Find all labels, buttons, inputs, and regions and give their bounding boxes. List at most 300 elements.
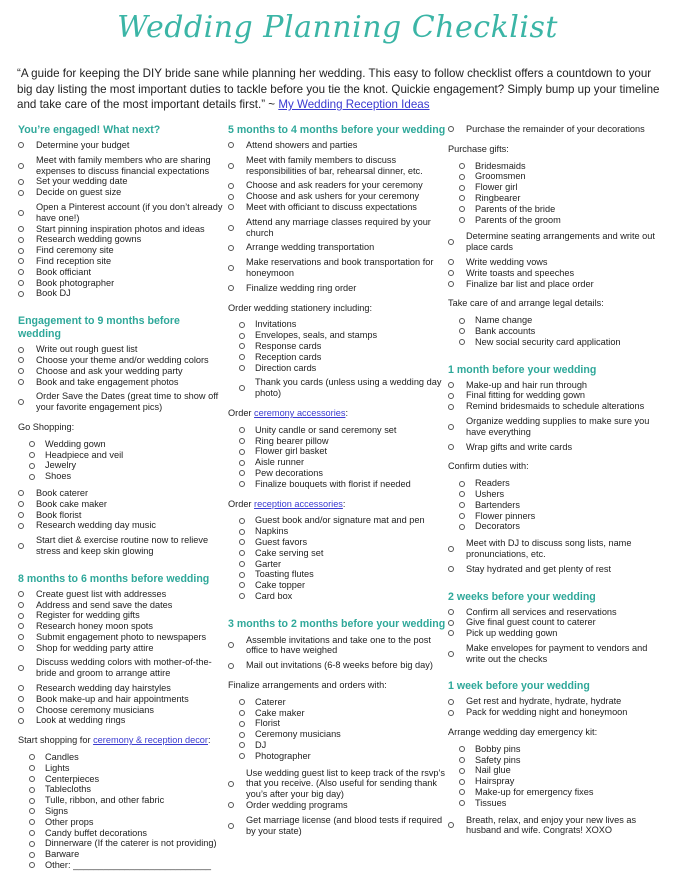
radio-button[interactable]	[18, 685, 24, 691]
checklist-item[interactable]	[18, 391, 223, 413]
checklist-item[interactable]	[18, 499, 223, 510]
checklist-item[interactable]	[18, 377, 223, 388]
checklist-item[interactable]	[448, 765, 668, 776]
radio-button[interactable]	[448, 566, 454, 572]
radio-button[interactable]	[18, 707, 24, 713]
radio-button[interactable]	[239, 582, 245, 588]
radio-button[interactable]	[228, 802, 234, 808]
checklist-item[interactable]	[18, 643, 223, 654]
checklist-item[interactable]	[448, 500, 668, 511]
checklist-item[interactable]	[228, 140, 450, 151]
checklist-item[interactable]	[18, 828, 223, 839]
radio-button[interactable]	[228, 163, 234, 169]
checklist-item[interactable]	[448, 744, 668, 755]
item-label: Choose your theme and/or wedding colors	[36, 354, 209, 365]
radio-button[interactable]	[239, 365, 245, 371]
radio-button[interactable]	[228, 183, 234, 189]
item-label: Dinnerware (If the caterer is not providing)	[45, 838, 217, 849]
checklist-item[interactable]	[448, 511, 668, 522]
radio-button[interactable]	[459, 746, 465, 752]
item-label: Choose ceremony musicians	[36, 704, 154, 715]
radio-button[interactable]	[29, 852, 35, 858]
checklist-item[interactable]	[448, 707, 668, 718]
checklist-item[interactable]	[18, 278, 223, 289]
checklist-item[interactable]	[18, 860, 223, 871]
radio-button[interactable]	[18, 665, 24, 671]
radio-button[interactable]	[448, 126, 454, 132]
radio-button[interactable]	[239, 481, 245, 487]
checklist-item[interactable]	[448, 617, 668, 628]
radio-button[interactable]	[239, 449, 245, 455]
checklist-item[interactable]	[228, 425, 450, 436]
radio-button[interactable]	[18, 142, 24, 148]
item-label: Barware	[45, 849, 80, 860]
checklist-item[interactable]	[448, 401, 668, 412]
radio-button[interactable]	[459, 318, 465, 324]
section-heading: 2 weeks before your wedding	[448, 590, 596, 603]
radio-button[interactable]	[239, 322, 245, 328]
radio-button[interactable]	[239, 593, 245, 599]
radio-button[interactable]	[18, 512, 24, 518]
checklist-item[interactable]	[448, 390, 668, 401]
item-label: Tissues	[475, 797, 507, 808]
item-label: Flower girl	[475, 182, 518, 193]
radio-button[interactable]	[448, 404, 454, 410]
checklist-item[interactable]	[448, 628, 668, 639]
radio-button[interactable]	[459, 491, 465, 497]
radio-button[interactable]	[29, 474, 35, 480]
subheading: Confirm duties with:	[448, 461, 529, 472]
checklist-item[interactable]	[448, 815, 668, 837]
radio-button[interactable]	[18, 368, 24, 374]
radio-button[interactable]	[228, 265, 234, 271]
checklist-item[interactable]	[18, 234, 223, 245]
radio-button[interactable]	[239, 470, 245, 476]
subheading: Take care of and arrange legal details:	[448, 298, 604, 309]
checklist-item[interactable]	[18, 471, 223, 482]
checklist-item[interactable]	[228, 377, 450, 399]
radio-button[interactable]	[18, 623, 24, 629]
radio-button[interactable]	[239, 699, 245, 705]
radio-button[interactable]	[239, 438, 245, 444]
checklist-item[interactable]	[228, 751, 450, 762]
checklist-item[interactable]	[18, 621, 223, 632]
radio-button[interactable]	[459, 789, 465, 795]
checklist-item[interactable]	[18, 774, 223, 785]
checklist-item[interactable]	[228, 718, 450, 729]
radio-button[interactable]	[239, 710, 245, 716]
checklist-item[interactable]	[18, 355, 223, 366]
section-heading: Engagement to 9 months before wedding	[18, 315, 180, 341]
checklist-item[interactable]	[228, 537, 450, 548]
checklist-item[interactable]	[228, 191, 450, 202]
radio-button[interactable]	[228, 194, 234, 200]
checklist-item[interactable]	[18, 657, 223, 679]
radio-button[interactable]	[459, 185, 465, 191]
checklist-item[interactable]	[228, 740, 450, 751]
radio-button[interactable]	[459, 757, 465, 763]
radio-button[interactable]	[239, 529, 245, 535]
radio-button[interactable]	[448, 651, 454, 657]
radio-button[interactable]	[459, 800, 465, 806]
radio-button[interactable]	[228, 245, 234, 251]
checklist-item[interactable]	[228, 341, 450, 352]
radio-button[interactable]	[448, 822, 454, 828]
radio-button[interactable]	[448, 546, 454, 552]
checklist-item[interactable]	[448, 798, 668, 809]
checklist-item[interactable]	[228, 257, 450, 279]
checklist-item[interactable]	[18, 224, 223, 235]
checklist-item[interactable]	[18, 460, 223, 471]
item-label: Candy buffet decorations	[45, 827, 147, 838]
radio-button[interactable]	[29, 765, 35, 771]
checklist-item[interactable]	[448, 204, 668, 215]
radio-button[interactable]	[239, 385, 245, 391]
radio-button[interactable]	[459, 339, 465, 345]
checklist-item[interactable]	[228, 352, 450, 363]
radio-button[interactable]	[459, 163, 465, 169]
checklist-item[interactable]	[448, 380, 668, 391]
radio-button[interactable]	[239, 550, 245, 556]
checklist-item[interactable]	[228, 815, 450, 837]
radio-button[interactable]	[228, 642, 234, 648]
checklist-item[interactable]	[448, 787, 668, 798]
checklist-item[interactable]	[448, 193, 668, 204]
checklist-item[interactable]	[448, 489, 668, 500]
item-label: New social security card application	[475, 336, 621, 347]
radio-button[interactable]	[239, 572, 245, 578]
radio-button[interactable]	[29, 452, 35, 458]
checklist-item[interactable]	[228, 479, 450, 490]
item-label: Parents of the bride	[475, 203, 556, 214]
radio-button[interactable]	[459, 195, 465, 201]
radio-button[interactable]	[448, 620, 454, 626]
checklist-item[interactable]	[228, 580, 450, 591]
checklist-item[interactable]	[228, 635, 450, 657]
radio-button[interactable]	[459, 768, 465, 774]
item-label: Cake topper	[255, 580, 306, 591]
checklist-item[interactable]	[18, 589, 223, 600]
checklist-item[interactable]	[228, 283, 450, 294]
item-label: Mail out invitations (6-8 weeks before big day)	[246, 660, 433, 671]
checklist-item[interactable]	[228, 155, 450, 177]
checklist-item[interactable]	[448, 315, 668, 326]
radio-button[interactable]	[459, 217, 465, 223]
checklist-item[interactable]	[228, 569, 450, 580]
checklist-item[interactable]	[18, 610, 223, 621]
radio-button[interactable]	[18, 190, 24, 196]
radio-button[interactable]	[18, 591, 24, 597]
item-label: Submit engagement photo to newspapers	[36, 631, 207, 642]
checklist-item[interactable]	[18, 838, 223, 849]
checklist-item[interactable]	[18, 202, 223, 224]
checklist-item[interactable]	[448, 564, 668, 575]
item-label: Meet with DJ to discuss song lists, name pronunciations, etc.	[466, 538, 632, 559]
checklist-item[interactable]	[228, 697, 450, 708]
radio-button[interactable]	[228, 225, 234, 231]
item-label: Guest book and/or signature mat and pen	[255, 515, 425, 526]
item-label: Caterer	[255, 696, 286, 707]
radio-button[interactable]	[228, 781, 234, 787]
radio-button[interactable]	[459, 206, 465, 212]
checklist-item[interactable]	[18, 488, 223, 499]
checklist-item[interactable]	[228, 319, 450, 330]
item-label: Safety pins	[475, 754, 521, 765]
checklist-item[interactable]	[448, 776, 668, 787]
radio-button[interactable]	[239, 343, 245, 349]
radio-button[interactable]	[18, 248, 24, 254]
radio-button[interactable]	[239, 539, 245, 545]
checklist-item[interactable]	[18, 715, 223, 726]
section-heading: 1 month before your wedding	[448, 363, 597, 376]
checklist-item[interactable]	[18, 752, 223, 763]
radio-button[interactable]	[18, 226, 24, 232]
decor-link[interactable]: ceremony & reception decor	[93, 735, 208, 746]
radio-button[interactable]	[29, 819, 35, 825]
checklist-item[interactable]	[18, 817, 223, 828]
checklist-item[interactable]	[228, 660, 450, 671]
radio-button[interactable]	[239, 518, 245, 524]
checklist-item[interactable]	[18, 450, 223, 461]
radio-button[interactable]	[239, 333, 245, 339]
checklist-item[interactable]	[228, 242, 450, 253]
checklist-item[interactable]	[228, 468, 450, 479]
checklist-item[interactable]	[448, 124, 668, 135]
radio-button[interactable]	[239, 460, 245, 466]
checklist-item[interactable]	[448, 161, 668, 172]
radio-button[interactable]	[228, 823, 234, 829]
radio-button[interactable]	[18, 210, 24, 216]
item-label: Signs	[45, 806, 68, 817]
checklist-item[interactable]	[448, 521, 668, 532]
checklist-item[interactable]	[448, 755, 668, 766]
radio-button[interactable]	[448, 259, 454, 265]
radio-button[interactable]	[239, 561, 245, 567]
checklist-item[interactable]	[18, 288, 223, 299]
checklist-item[interactable]	[448, 268, 668, 279]
item-label: Confirm all services and reservations	[466, 606, 617, 617]
checklist-item[interactable]	[448, 607, 668, 618]
radio-button[interactable]	[448, 630, 454, 636]
checklist-item[interactable]	[18, 705, 223, 716]
checklist-item[interactable]	[448, 182, 668, 193]
radio-button[interactable]	[18, 523, 24, 529]
checklist-item[interactable]	[448, 696, 668, 707]
radio-button[interactable]	[18, 347, 24, 353]
checklist-item[interactable]	[228, 591, 450, 602]
checklist-item[interactable]	[18, 245, 223, 256]
radio-button[interactable]	[448, 424, 454, 430]
radio-button[interactable]	[29, 862, 35, 868]
radio-button[interactable]	[18, 602, 24, 608]
radio-button[interactable]	[228, 204, 234, 210]
checklist-item[interactable]	[18, 849, 223, 860]
radio-button[interactable]	[18, 490, 24, 496]
checklist-item[interactable]	[18, 683, 223, 694]
reception-accessories-link[interactable]: reception accessories	[254, 498, 343, 509]
radio-button[interactable]	[18, 357, 24, 363]
radio-button[interactable]	[448, 444, 454, 450]
radio-button[interactable]	[29, 776, 35, 782]
radio-button[interactable]	[29, 754, 35, 760]
radio-button[interactable]	[239, 753, 245, 759]
item-label: Assemble invitations and take one to the post office to have weighed	[246, 634, 431, 656]
radio-button[interactable]	[18, 399, 24, 405]
intro-link[interactable]: My Wedding Reception Ideas	[278, 98, 430, 111]
checklist-item[interactable]	[448, 538, 668, 560]
item-label: Ringbearer	[475, 192, 521, 203]
item-label: Bridesmaids	[475, 160, 526, 171]
item-label: Choose and ask your wedding party	[36, 365, 183, 376]
radio-button[interactable]	[18, 163, 24, 169]
item-label: Hairspray	[475, 776, 515, 787]
checklist-item[interactable]	[228, 548, 450, 559]
radio-button[interactable]	[239, 732, 245, 738]
checklist-item[interactable]	[228, 729, 450, 740]
intro-text: “A guide for keeping the DIY bride sane while planning her wedding. This easy to follow checklist offers a countdown to your big day listing the most important duties to tackle before you tie the knot. Quickie engagement? Simply bump up your timeline and take care of the most important details first.” ~	[17, 67, 660, 111]
radio-button[interactable]	[448, 710, 454, 716]
radio-button[interactable]	[228, 663, 234, 669]
radio-button[interactable]	[29, 787, 35, 793]
radio-button[interactable]	[18, 237, 24, 243]
checklist-item[interactable]	[18, 366, 223, 377]
radio-button[interactable]	[29, 841, 35, 847]
checklist-item[interactable]	[18, 600, 223, 611]
radio-button[interactable]	[29, 798, 35, 804]
item-label: Create guest list with addresses	[36, 588, 167, 599]
radio-button[interactable]	[18, 179, 24, 185]
checklist-item[interactable]	[18, 439, 223, 450]
radio-button[interactable]	[459, 513, 465, 519]
radio-button[interactable]	[18, 269, 24, 275]
item-label: Unity candle or sand ceremony set	[255, 424, 397, 435]
radio-button[interactable]	[18, 291, 24, 297]
item-label: Arrange wedding transportation	[246, 242, 375, 253]
ceremony-accessories-link[interactable]: ceremony accessories	[254, 407, 346, 418]
checklist-item[interactable]	[18, 535, 223, 557]
checklist-item[interactable]	[228, 217, 450, 239]
radio-button[interactable]	[448, 270, 454, 276]
radio-button[interactable]	[448, 393, 454, 399]
checklist-item[interactable]	[18, 187, 223, 198]
checklist-item[interactable]	[228, 446, 450, 457]
checklist-item[interactable]	[228, 526, 450, 537]
checklist-item[interactable]	[18, 632, 223, 643]
radio-button[interactable]	[29, 808, 35, 814]
radio-button[interactable]	[459, 174, 465, 180]
checklist-item[interactable]	[228, 515, 450, 526]
checklist-item[interactable]	[448, 257, 668, 268]
checklist-item[interactable]	[228, 330, 450, 341]
radio-button[interactable]	[459, 481, 465, 487]
radio-button[interactable]	[239, 742, 245, 748]
checklist-item[interactable]	[228, 180, 450, 191]
radio-button[interactable]	[239, 721, 245, 727]
radio-button[interactable]	[18, 718, 24, 724]
radio-button[interactable]	[29, 463, 35, 469]
checklist-item[interactable]	[228, 559, 450, 570]
radio-button[interactable]	[18, 258, 24, 264]
item-label: Choose and ask readers for your ceremony	[246, 180, 423, 191]
item-label: Photographer	[255, 750, 311, 761]
item-label: Register for wedding gifts	[36, 610, 140, 621]
checklist-item[interactable]	[18, 520, 223, 531]
item-label: Discuss wedding colors with mother-of-the-bride and groom to arrange attire	[36, 657, 212, 679]
radio-button[interactable]	[18, 543, 24, 549]
radio-button[interactable]	[448, 609, 454, 615]
radio-button[interactable]	[18, 634, 24, 640]
radio-button[interactable]	[459, 779, 465, 785]
radio-button[interactable]	[18, 501, 24, 507]
subheading-text: Start shopping for	[18, 735, 94, 746]
checklist-item[interactable]	[18, 256, 223, 267]
checklist-item[interactable]	[18, 344, 223, 355]
radio-button[interactable]	[459, 502, 465, 508]
checklist-item[interactable]	[448, 279, 668, 290]
checklist-item[interactable]	[228, 768, 450, 800]
radio-button[interactable]	[228, 142, 234, 148]
checklist-item[interactable]	[448, 326, 668, 337]
radio-button[interactable]	[239, 427, 245, 433]
item-label: Thank you cards (unless using a wedding day photo)	[255, 377, 442, 399]
checklist-item[interactable]	[228, 457, 450, 468]
radio-button[interactable]	[459, 524, 465, 530]
checklist-item[interactable]	[228, 202, 450, 213]
radio-button[interactable]	[18, 645, 24, 651]
radio-button[interactable]	[448, 239, 454, 245]
checklist-item[interactable]	[18, 795, 223, 806]
checklist-item[interactable]	[18, 267, 223, 278]
item-label: Write toasts and speeches	[466, 267, 575, 278]
subheading	[18, 735, 223, 746]
checklist-item[interactable]	[18, 155, 223, 177]
checklist-item[interactable]	[448, 171, 668, 182]
radio-button[interactable]	[448, 699, 454, 705]
checklist-item[interactable]	[448, 231, 668, 253]
checklist-item[interactable]	[18, 140, 223, 151]
checklist-item[interactable]	[18, 694, 223, 705]
item-label: Envelopes, seals, and stamps	[255, 330, 378, 341]
checklist-item[interactable]	[228, 363, 450, 374]
radio-button[interactable]	[18, 613, 24, 619]
checklist-item[interactable]	[18, 763, 223, 774]
checklist-item[interactable]	[228, 800, 450, 811]
checklist-item[interactable]	[18, 510, 223, 521]
radio-button[interactable]	[448, 382, 454, 388]
checklist-item[interactable]	[448, 215, 668, 226]
checklist-item[interactable]	[228, 708, 450, 719]
radio-button[interactable]	[18, 379, 24, 385]
checklist-item[interactable]	[18, 176, 223, 187]
checklist-item[interactable]	[448, 442, 668, 453]
checklist-item[interactable]	[18, 806, 223, 817]
checklist-item[interactable]	[448, 478, 668, 489]
checklist-item[interactable]	[448, 337, 668, 348]
checklist-item[interactable]	[18, 784, 223, 795]
radio-button[interactable]	[228, 285, 234, 291]
radio-button[interactable]	[459, 328, 465, 334]
radio-button[interactable]	[239, 354, 245, 360]
radio-button[interactable]	[29, 830, 35, 836]
checklist-item[interactable]	[448, 416, 668, 438]
radio-button[interactable]	[448, 281, 454, 287]
radio-button[interactable]	[18, 696, 24, 702]
checklist-item[interactable]	[448, 643, 668, 665]
radio-button[interactable]	[29, 441, 35, 447]
checklist-item[interactable]	[228, 436, 450, 447]
radio-button[interactable]	[18, 280, 24, 286]
item-label: Decorators	[475, 521, 520, 532]
